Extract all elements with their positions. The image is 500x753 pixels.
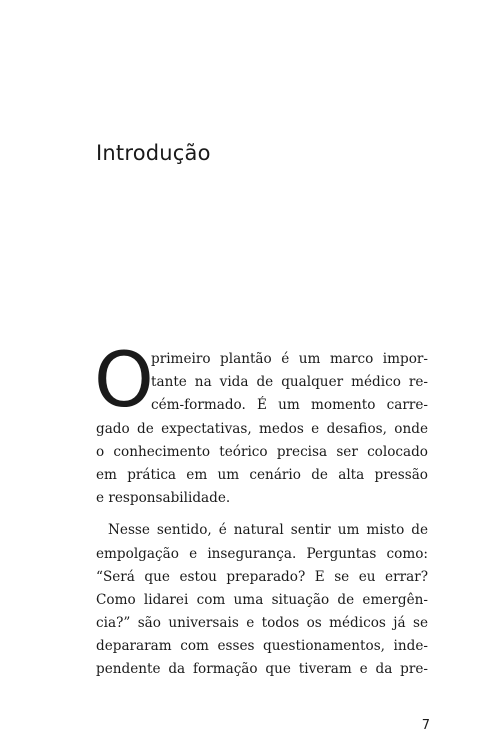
text-line: e responsabilidade. <box>96 490 231 507</box>
drop-cap: O <box>94 335 154 424</box>
text-line: primeiro plantão é um marco impor- <box>151 351 428 367</box>
text-line: o conhecimento teórico precisa ser colocado <box>96 443 428 460</box>
text-line: pendente da formação que tiveram e da pre- <box>96 661 428 678</box>
text-line: Como lidarei com uma situação de emergên- <box>96 591 428 608</box>
chapter-title: Introdução <box>96 141 211 165</box>
text-line: depararam com esses questionamentos, inde- <box>96 638 428 655</box>
text-line: Nesse sentido, é natural sentir um misto de <box>108 522 428 539</box>
text-line: em prática em um cenário de alta pressão <box>96 466 428 483</box>
text-line: “Será que estou preparado? E se eu errar? <box>96 568 428 585</box>
paragraph-spacer <box>96 510 428 519</box>
paragraph-2 <box>96 519 428 681</box>
page-number: 7 <box>421 718 430 733</box>
text-line: gado de expectativas, medos e desafios, onde <box>96 420 428 437</box>
text-line: cia?” são universais e todos os médicos já se <box>96 615 428 632</box>
body-text <box>94 335 428 682</box>
text-line: cém-formado. É um momento carre- <box>151 397 428 414</box>
text-line: empolgação e insegurança. Perguntas como: <box>96 545 428 562</box>
text-line: tante na vida de qualquer médico re- <box>151 374 428 391</box>
